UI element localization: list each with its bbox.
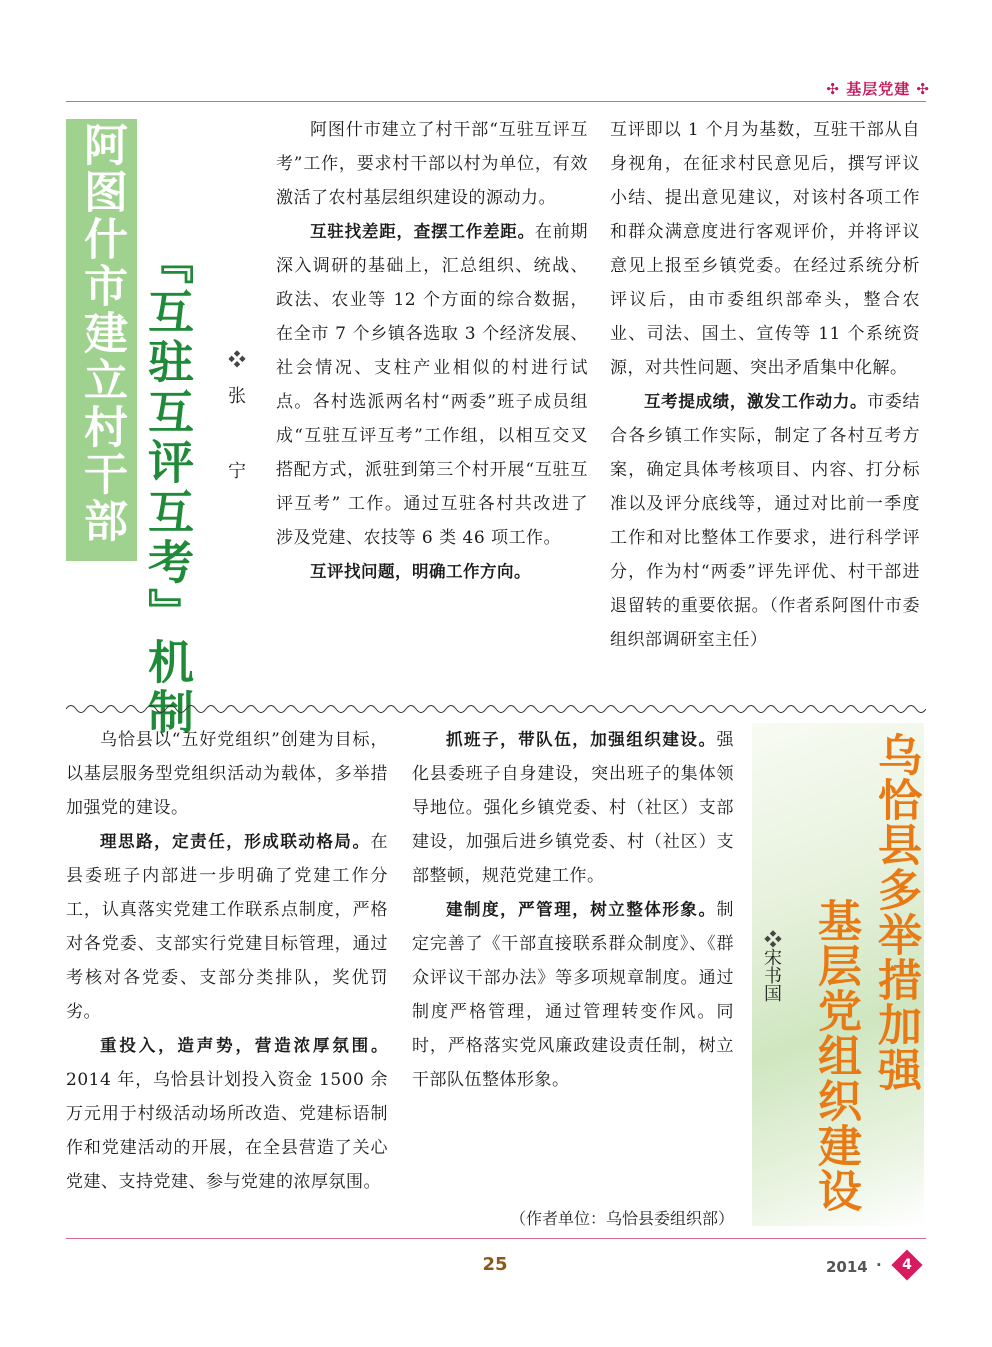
article2-author: 宋书国: [761, 948, 782, 1002]
article1-paragraph: 阿图什市建立了村干部“互驻互评互考”工作，要求村干部以村为单位，有效激活了农村基层组织建设的源动力。: [276, 120, 588, 208]
article2-credit: （作者单位：乌恰县委组织部）: [509, 1209, 734, 1228]
issue-number: 4: [902, 1257, 912, 1273]
article1-title: 阿图什市建立村干部: [76, 122, 127, 545]
article1-paragraph-continued: 互评即以 1 个月为基数，互驻干部从自身视角，在征求村民意见后，撰写评议小结、提出意见建议，对该村各项工作和群众满意度进行客观评价，并将评议意见上报至乡镇党委。在经过系统分析评议后，由市委组织部牵头，整合农业、司法、国土、宣传等 11 个系统资源，对共性问题、突出矛盾集中化解。: [610, 120, 920, 378]
article1-paragraph: 互驻找差距，查摆工作差距。在前期深入调研的基础上，汇总组织、统战、政法、农业等 12 个方面的综合数据，在全市 7 个乡镇各选取 3 个经济发展、社会情况、支柱产业相似的村进行试点。各村选派两名村“两委”班子成员组成“互驻互评互考”工作组，以相互交叉搭配方式，派驻到第三个村开展“互驻互评互考” 工作。通过互驻各村共改进了涉及党建、农技等 6 类 46 项工作。: [276, 222, 589, 548]
paragraph-lead: 互驻找差距，查摆工作差距。: [310, 222, 535, 241]
article1-column-2: [610, 113, 920, 657]
article1-byline: [220, 350, 250, 497]
diamond-icon: ❖: [225, 350, 246, 386]
article2-paragraph: 抓班子，带队伍，加强组织建设。强化县委班子自身建设，突出班子的集体领导地位。强化乡镇党委、村（社区）支部建设，加强后进乡镇党委、村（社区）支部整顿，规范党建工作。: [412, 730, 734, 886]
paragraph-lead: 重投入，造声势，营造浓厚氛围。: [100, 1036, 388, 1055]
article1-paragraph: [276, 555, 588, 589]
issue-separator: ·: [876, 1256, 882, 1274]
header-divider: [66, 101, 926, 102]
issue-number-badge: [891, 1249, 922, 1280]
paragraph-lead: 互考提成绩，激发工作动力。: [644, 392, 868, 411]
article2-column-2: [412, 723, 734, 1097]
article2-column-1: [66, 723, 388, 1199]
article2-paragraph: 理思路，定责任，形成联动格局。在县委班子内部进一步明确了党建工作分工，认真落实党建工作联系点制度，严格对各党委、支部实行党建目标管理，通过考核对各党委、支部分类排队，奖优罚劣。: [66, 832, 388, 1022]
article2-subtitle: 基层党组织建设: [810, 898, 861, 1213]
article1-subtitle: 『互驻互评互考』机制: [141, 238, 195, 738]
article2-paragraph: 乌恰县以“五好党组织”创建为目标，以基层服务型党组织活动为载体，多举措加强党的建设。: [66, 730, 388, 818]
article2-paragraph: 建制度，严管理，树立整体形象。制定完善了《干部直接联系群众制度》、《群众评议干部办法》等多项规章制度。通过制度严格管理，通过管理转变作风。同时，严格落实党风廉政建设责任制，树立干部队伍整体形象。: [412, 900, 734, 1090]
article2-paragraph: 重投入，造声势，营造浓厚氛围。2014 年，乌恰县计划投入资金 1500 余万元用于村级活动场所改造、党建标语制作和党建活动的开展，在全县营造了关心党建、支持党建、参与党建的浓厚氛围。: [66, 1036, 388, 1192]
article2-title: 乌恰县多举措加强: [870, 732, 921, 1092]
paragraph-lead: 抓班子，带队伍，加强组织建设。: [446, 730, 717, 749]
wavy-divider: [66, 698, 926, 720]
paragraph-lead: 建制度，严管理，树立整体形象。: [446, 900, 717, 919]
article1-paragraph: 互考提成绩，激发工作动力。市委结合各乡镇工作实际，制定了各村互考方案，确定具体考核项目、内容、打分标准以及评分底线等，通过对比前一季度工作和对比整体工作要求，进行科学评分，作为村“两委”评先评优、村干部进退留转的重要依据。（作者系阿图什市委组织部调研室主任）: [610, 392, 921, 650]
issue-year: 2014: [826, 1258, 868, 1276]
article1-column-1: [276, 113, 588, 589]
footer-divider: [66, 1238, 926, 1239]
diamond-icon: ❖: [761, 930, 782, 948]
article2-byline: [756, 930, 786, 1002]
page-number: 25: [482, 1254, 508, 1275]
section-label: ✣ 基层党建 ✣: [826, 80, 930, 98]
paragraph-lead: 互评找问题，明确工作方向。: [310, 562, 531, 581]
article1-author: 张 宁: [225, 386, 246, 497]
paragraph-lead: 理思路，定责任，形成联动格局。: [100, 832, 371, 851]
